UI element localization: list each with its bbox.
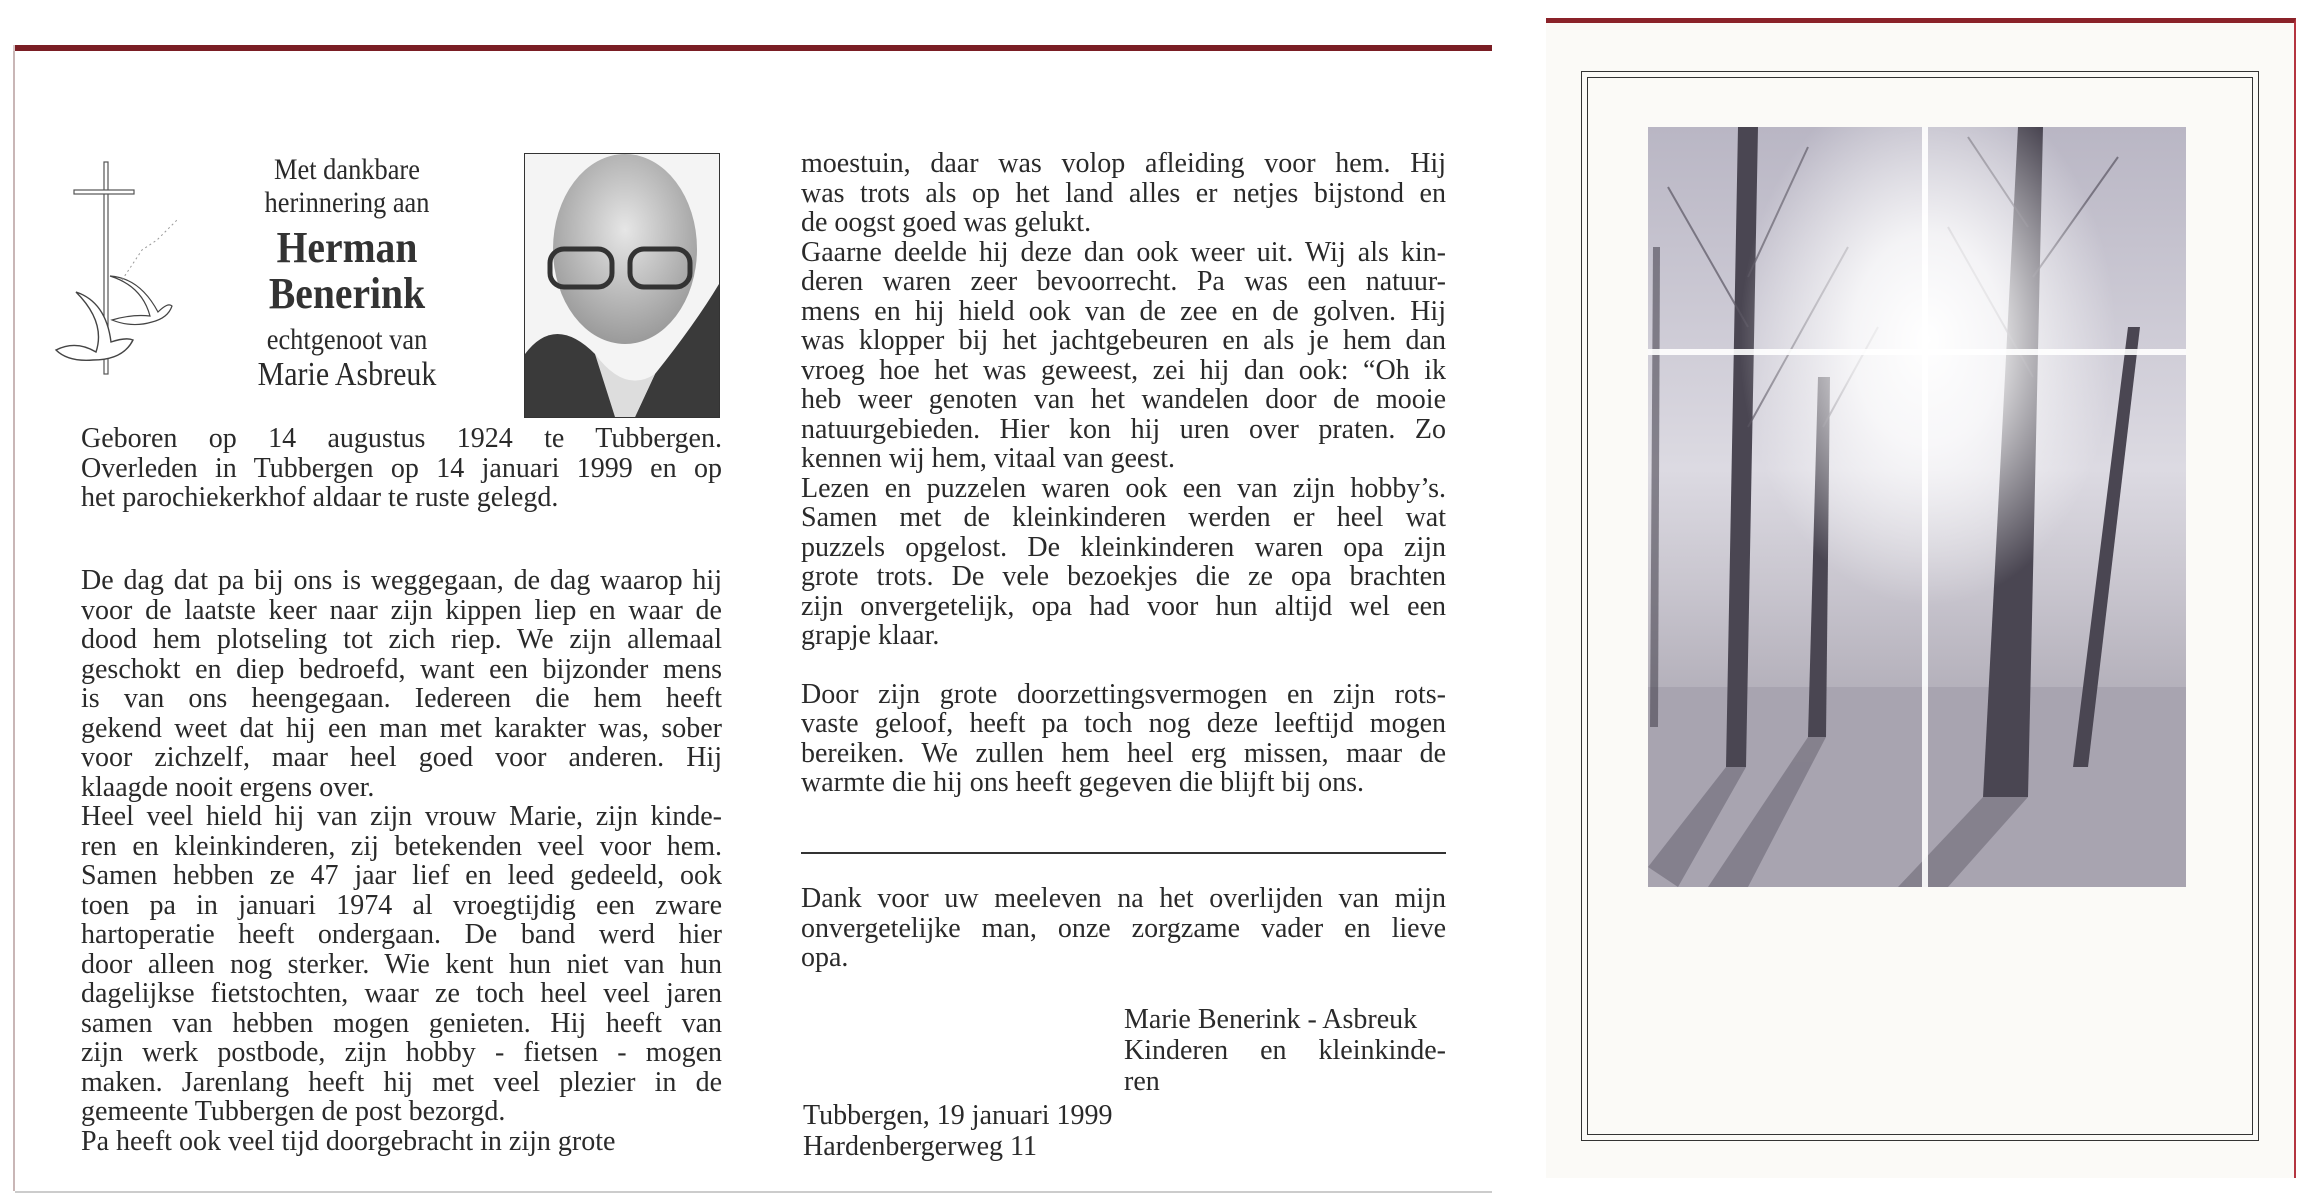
text-line: klaagde nooit ergens over. bbox=[81, 771, 375, 803]
place-date: Tubbergen, 19 januari 1999 bbox=[803, 1100, 1113, 1131]
text-line: dagelijkse fietstochten, waar ze toch heel veel jaren bbox=[81, 978, 722, 1009]
paragraph bbox=[81, 802, 722, 1127]
text-line: mens en hij hield ook van de zee en de golven. Hij bbox=[801, 295, 1446, 327]
text-line: Gaarne deelde hij deze dan ook weer uit. Wij als kin- bbox=[801, 236, 1446, 268]
text-line: gekend weet dat hij een man met karakter was, sober bbox=[81, 712, 722, 744]
text-line: Pa heeft ook veel tijd doorgebracht in zijn grote bbox=[81, 1125, 616, 1157]
left-column-text bbox=[81, 566, 722, 1156]
text-line: was trots als op het land alles er netjes bijstond en bbox=[801, 177, 1446, 209]
text-line: zijn onvergetelijk, opa had voor hun altijd wel een bbox=[801, 590, 1446, 622]
text-line: onvergetelijke man, onze zorgzame vader en lieve bbox=[801, 912, 1446, 944]
text-line: was klopper bij het jachtgebeuren en als je hem dan bbox=[801, 325, 1446, 356]
spouse-label: echtgenoot van bbox=[266, 323, 428, 357]
text-line: Lezen en puzzelen waren ook een van zijn hobby’s. bbox=[801, 472, 1446, 504]
deceased-last-name: Benerink bbox=[268, 269, 426, 319]
text-line: Geboren op 14 augustus 1924 te Tubbergen. bbox=[81, 423, 722, 454]
text-line: geschokt en diep bedroefd, want een bijzonder mens bbox=[81, 653, 722, 685]
text-line: Overleden in Tubbergen op 14 januari 1999 en op bbox=[81, 452, 722, 484]
text-line: hartoperatie heeft ondergaan. De band werd hier bbox=[81, 919, 722, 950]
text-line: Samen met de kleinkinderen werden er heel wat bbox=[801, 502, 1446, 533]
text-line: het parochiekerkhof aldaar te ruste gelegd. bbox=[81, 482, 559, 513]
text-line: heb weer genoten van het wandelen door de mooie bbox=[801, 384, 1446, 415]
place-and-address bbox=[803, 1100, 1113, 1162]
signature-line: Marie Benerink - Asbreuk bbox=[1124, 1004, 1418, 1035]
text-line: moestuin, daar was volop afleiding voor hem. Hij bbox=[801, 148, 1446, 179]
card-header bbox=[232, 153, 462, 394]
text-line: maken. Jarenlang heeft hij met veel plezier in de bbox=[81, 1066, 722, 1098]
paragraph bbox=[801, 680, 1446, 798]
deceased-first-name: Herman bbox=[276, 223, 418, 272]
text-line: samen van hebben mogen genieten. Hij heeft van bbox=[81, 1007, 722, 1039]
spouse-name: Marie Asbreuk bbox=[257, 356, 437, 394]
right-column-text bbox=[801, 149, 1446, 798]
divider-line bbox=[801, 852, 1446, 854]
text-line: gemeente Tubbergen de post bezorgd. bbox=[81, 1096, 506, 1127]
signature-block bbox=[1124, 1004, 1446, 1097]
text-line: De dag dat pa bij ons is weggegaan, de dag waarop hij bbox=[81, 565, 722, 596]
text-line: puzzels opgelost. De kleinkinderen waren opa zijn bbox=[801, 531, 1446, 563]
text-line: grote trots. De vele bezoekjes die ze opa brachten bbox=[801, 561, 1446, 592]
text-line: grapje klaar. bbox=[801, 620, 940, 651]
text-line: Door zijn grote doorzettingsvermogen en zijn rots- bbox=[801, 678, 1446, 710]
text-line: de oogst goed was gelukt. bbox=[801, 207, 1092, 238]
text-line: voor zichzelf, maar heel goed voor anderen. Hij bbox=[81, 742, 722, 773]
paragraph bbox=[81, 566, 722, 802]
text-line: opa. bbox=[801, 942, 849, 973]
birth-death-text bbox=[81, 424, 722, 513]
paragraph bbox=[81, 1127, 722, 1157]
text-line: zijn werk postbode, zijn hobby - fietsen - mogen bbox=[81, 1037, 722, 1068]
thanks-text bbox=[801, 884, 1446, 973]
text-line: voor de laatste keer naar zijn kippen liep en waar de bbox=[81, 594, 722, 626]
paragraph bbox=[801, 149, 1446, 238]
intro-line: Met dankbare bbox=[274, 153, 420, 186]
text-line: Samen hebben ze 47 jaar lief en leed gedeeld, ook bbox=[81, 860, 722, 891]
address: Hardenbergerweg 11 bbox=[803, 1131, 1038, 1162]
text-line: warmte die hij ons heeft gegeven die blijft bij ons. bbox=[801, 767, 1364, 798]
paragraph bbox=[801, 238, 1446, 474]
text-line: natuurgebieden. Hier kon hij uren over praten. Zo bbox=[801, 413, 1446, 445]
text-line: vroeg hoe het was geweest, zei hij dan ook: “Oh ik bbox=[801, 354, 1446, 386]
text-line: dood hem plotseling tot zich riep. We zijn allemaal bbox=[81, 624, 722, 655]
cross-with-doves-icon bbox=[52, 160, 212, 380]
text-line: Dank voor uw meeleven na het overlijden van mijn bbox=[801, 883, 1446, 914]
memorial-card-front bbox=[1546, 18, 2296, 1178]
intro-line: herinnering aan bbox=[264, 186, 430, 219]
signature-line: ren bbox=[1124, 1066, 1160, 1097]
paragraph bbox=[801, 474, 1446, 651]
text-line: door alleen nog sterker. Wie kent hun niet van hun bbox=[81, 948, 722, 980]
text-line: deren waren zeer bevoorrecht. Pa was een natuur- bbox=[801, 266, 1446, 297]
portrait-photo bbox=[524, 153, 720, 418]
text-line: kennen wij hem, vitaal van geest. bbox=[801, 443, 1175, 474]
signature-line: Kinderen en kleinkinde- bbox=[1124, 1035, 1446, 1066]
text-line: Heel veel hield hij van zijn vrouw Marie, zijn kinde- bbox=[81, 801, 722, 832]
text-line: bereiken. We zullen hem heel erg missen, maar de bbox=[801, 737, 1446, 769]
text-line: ren en kleinkinderen, zij betekenden veel voor hem. bbox=[81, 830, 722, 862]
winter-forest-image bbox=[1648, 127, 2186, 887]
text-line: is van ons heengegaan. Iedereen die hem heeft bbox=[81, 683, 722, 714]
text-line: vaste geloof, heeft pa toch nog deze leeftijd mogen bbox=[801, 708, 1446, 739]
text-line: toen pa in januari 1974 al vroegtijdig een zware bbox=[81, 889, 722, 921]
